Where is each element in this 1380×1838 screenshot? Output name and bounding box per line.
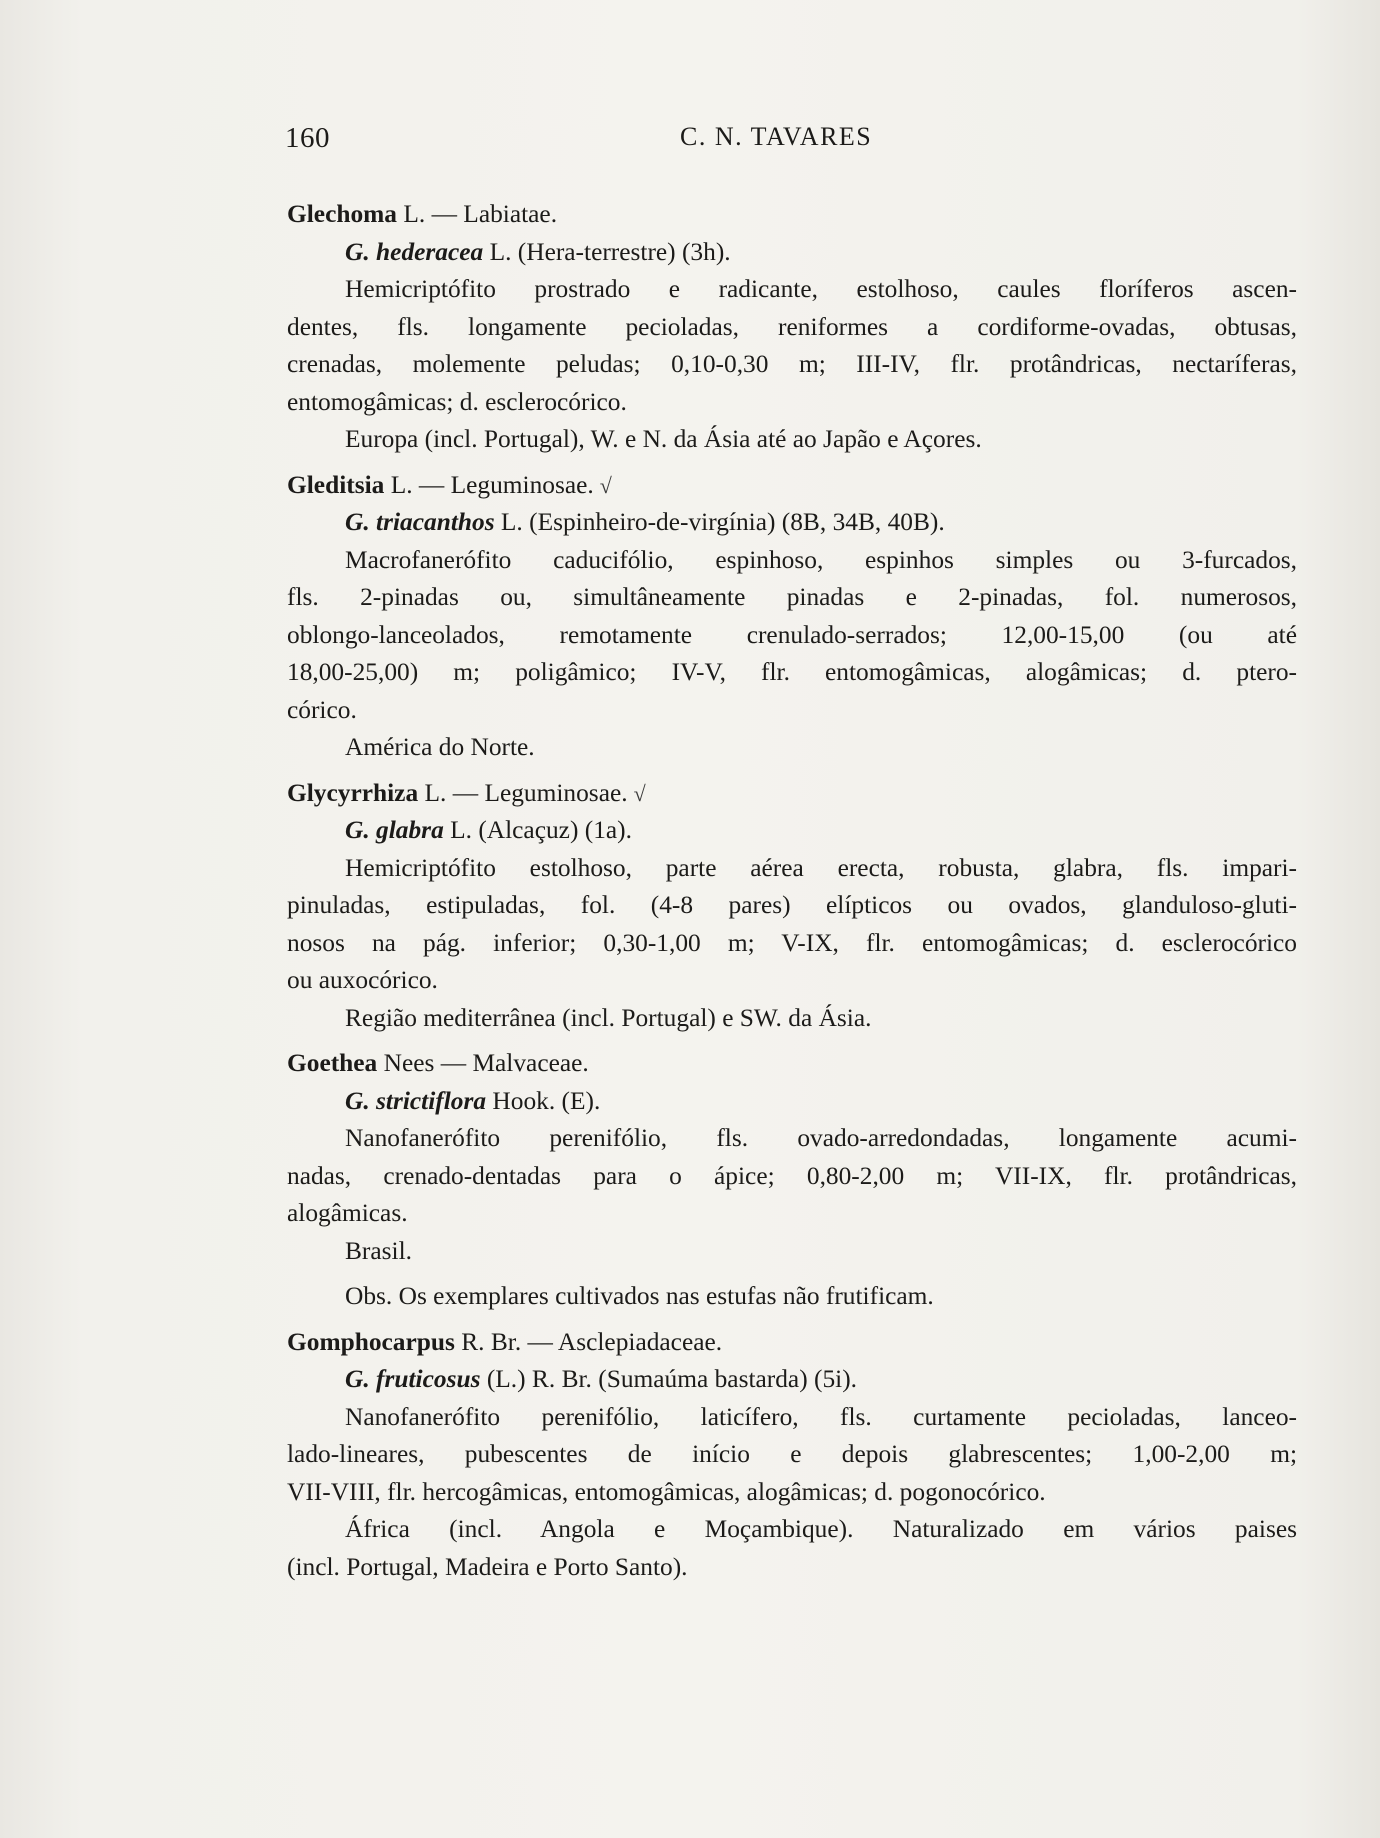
description-line: alogâmicas. xyxy=(287,1199,408,1227)
observation-line: Obs. Os exemplares cultivados nas estufas não frutificam. xyxy=(345,1282,934,1310)
distribution-line: África (incl. Angola e Moçambique). Naturalizado em vários paises xyxy=(345,1515,1297,1543)
species-heading: G. triacanthos L. (Espinheiro-de-virgínia) (8B, 34B, 40B). xyxy=(345,508,945,536)
description-line: ou auxocórico. xyxy=(287,966,438,994)
description-line: 18,00-25,00) m; poligâmico; IV-V, flr. entomogâmicas, alogâmicas; d. ptero- xyxy=(287,658,1297,686)
description-line: Nanofanerófito perenifólio, fls. ovado-arredondadas, longamente acumi- xyxy=(345,1124,1297,1152)
species-heading: G. hederacea L. (Hera-terrestre) (3h). xyxy=(345,237,731,266)
checkmark: √ xyxy=(633,780,646,806)
description-line: nadas, crenado-dentadas para o ápice; 0,80-2,00 m; VII-IX, flr. protândricas, xyxy=(287,1161,1297,1190)
species-heading: G. glabra L. (Alcaçuz) (1a). xyxy=(345,816,632,844)
species-heading: G. strictiflora Hook. (E). xyxy=(345,1086,601,1115)
description-line: Hemicriptófito prostrado e radicante, estolhoso, caules floríferos ascen- xyxy=(345,275,1297,303)
page-number: 160 xyxy=(285,122,330,154)
description-line: Nanofanerófito perenifólio, laticífero, fls. curtamente pecioladas, lanceo- xyxy=(345,1402,1297,1431)
genus-heading: Glycyrrhiza L. — Leguminosae. √ xyxy=(287,778,646,807)
genus-heading: Gomphocarpus R. Br. — Asclepiadaceae. xyxy=(287,1327,723,1356)
description-line: VII-VIII, flr. hercogâmicas, entomogâmicas, alogâmicas; d. pogonocórico. xyxy=(287,1477,1046,1506)
description-line: fls. 2-pinadas ou, simultâneamente pinadas e 2-pinadas, fol. numerosos, xyxy=(287,583,1297,611)
distribution-line: (incl. Portugal, Madeira e Porto Santo). xyxy=(287,1552,688,1581)
genus-heading: Gleditsia L. — Leguminosae. √ xyxy=(287,470,612,499)
description-line: crenadas, molemente peludas; 0,10-0,30 m; III-IV, flr. protândricas, nectaríferas, xyxy=(287,350,1297,378)
genus-heading: Glechoma L. — Labiatae. xyxy=(287,200,558,228)
description-line: pinuladas, estipuladas, fol. (4-8 pares) elípticos ou ovados, glanduloso-gluti- xyxy=(287,891,1297,919)
description-line: lado-lineares, pubescentes de início e depois glabrescentes; 1,00-2,00 m; xyxy=(287,1440,1297,1468)
description-line: oblongo-lanceolados, remotamente crenulado-serrados; 12,00-15,00 (ou até xyxy=(287,620,1297,649)
running-author: C. N. TAVARES xyxy=(680,122,873,151)
genus-heading: Goethea Nees — Malvaceae. xyxy=(287,1049,589,1077)
description-line: nosos na pág. inferior; 0,30-1,00 m; V-IX, flr. entomogâmicas; d. esclerocórico xyxy=(287,928,1297,957)
description-line: entomogâmicas; d. esclerocórico. xyxy=(287,387,627,416)
distribution-line: América do Norte. xyxy=(345,733,535,761)
description-line: Hemicriptófito estolhoso, parte aérea erecta, robusta, glabra, fls. impari- xyxy=(345,853,1297,882)
species-heading: G. fruticosus (L.) R. Br. (Sumaúma bastarda) (5i). xyxy=(345,1365,858,1393)
distribution-line: Europa (incl. Portugal), W. e N. da Ásia até ao Japão e Açores. xyxy=(345,425,982,453)
description-line: córico. xyxy=(287,695,357,724)
description-line: Macrofanerófito caducifólio, espinhoso, espinhos simples ou 3-furcados, xyxy=(345,545,1297,574)
description-line: dentes, fls. longamente pecioladas, reniformes a cordiforme-ovadas, obtusas, xyxy=(287,312,1297,341)
checkmark: √ xyxy=(599,472,612,498)
distribution-line: Brasil. xyxy=(345,1236,412,1265)
body-text xyxy=(287,196,1297,1586)
distribution-line: Região mediterrânea (incl. Portugal) e SW. da Ásia. xyxy=(345,1003,872,1032)
running-header xyxy=(285,122,1295,162)
